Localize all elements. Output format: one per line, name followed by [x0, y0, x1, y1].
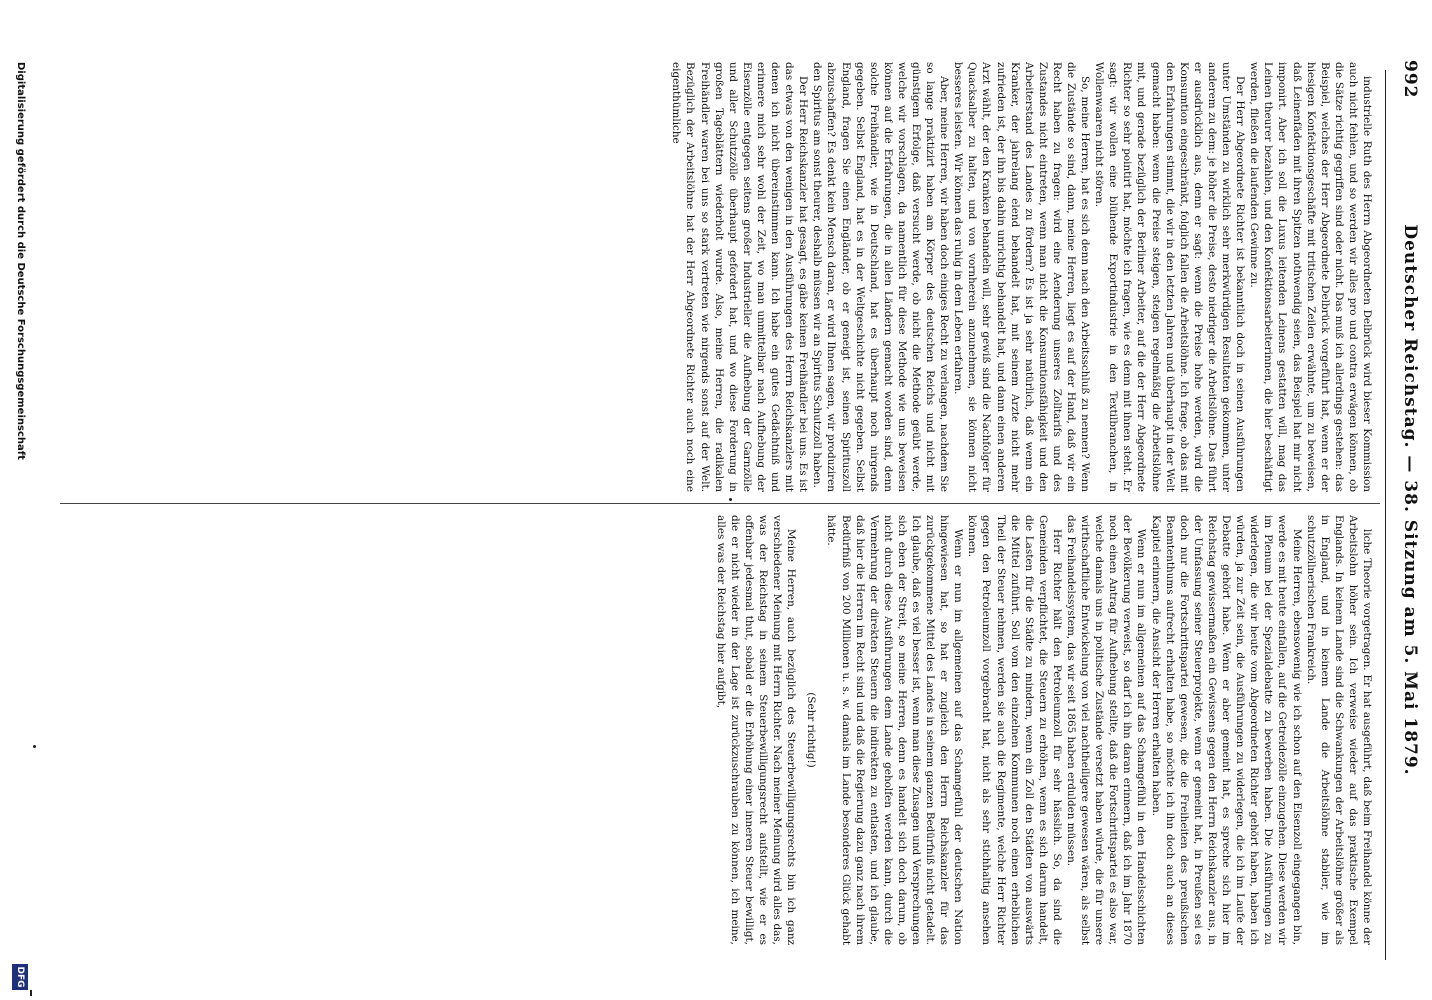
paragraph: liche Theorie vorgetragen. Er hat ausgeführt, daß beim Freihandel könne der Arbeitslohn höher sein. Ich verweise wieder auf das praktische Exempel Englands. In keinem Lande sind die Schwankungen der Arbeitslöhne größer als in England, und in keinem Lande die Arbeitslöhne stabiler, wie im schutzzöllnerischen Frankreich.: [1304, 515, 1373, 945]
paragraph: Meine Herren, auch bezüglich des Steuerbewilligungsrechts bin ich ganz verschiedener Meinung mit Herrn Richter. Nach meiner Meinung wird alles das, was der Reichstag in seinem Steuerbewilligungsrecht aufstellt, wie er es offenbar jedesmal thut, sobald er die Erhöhung einer inneren Steuer bewilligt, die er nicht wieder in der Lage ist zurückzuschrauben zu können, ich meine, alles was der Reichstag hier aufgibt,: [714, 515, 798, 945]
paragraph: Meine Herren, ebensowenig wie ich schon auf den Eisenzoll eingegangen bin, werde es mit heute einfallen, auf die Getreidezölle einzugehen. Diese werden wir im Plenum bei der Spezialdebatte zu bewerben haben. Die Ausführungen zu widerlegen, die wir heute vom Abgeordneten Richter gehört haben, haben ich würden, ja zur Zeit sein, die Ausführungen zu widerlegen, die ich im Laufe der Debatte gehört habe. Wenn er aber gemeint hat, es spreche sich hier im Reichstag gewissermaßen ein Gewissens gegen den Herrn Reichskanzler aus, in der Umfassung seiner Steuerprojekte, wenn er gemeint hat, in Preußen sei es doch nur die Fortschrittspartei gewesen, die die Freiheiten des preußischen Beamtenthums aufrecht erhalten habe, so möchte ich ihn doch auch an dieses Kapitel erinnern, die Ansicht der Herren erhalten haben.: [1149, 515, 1303, 945]
left-column: [66, 62, 1374, 492]
scan-speck: [33, 745, 36, 748]
page-header: [1390, 60, 1424, 940]
page-number: 992: [1400, 60, 1420, 99]
paragraph: Wenn er nun im allgemeinen auf das Schamgefühl in den Handelsschichten der Bevölkerung verweist, so darf ich ihn daran erinnern, daß ich im Jahr 1870 noch einen Antrag für Aufhebung stellte, daß die Fortschrittspartei es also war, welche damals uns in politische Zustände versetzt haben würde, die für unsere wirthschaftliche Entwickelung von viel nachtheiligere gewesen wären, als selbst das Freihandelssystem, das wir seit 1865 haben erdulden müssen.: [1065, 515, 1148, 945]
dfg-logo: DFG: [12, 964, 28, 990]
running-title: Deutscher Reichstag. — 38. Sitzung am 5. Mai 1879.: [1400, 224, 1420, 776]
paragraph: Der Herr Reichskanzler hat gesagt, es gäbe keinen Freihändler bei uns. Es ist das etwas von den wenigen in den Ausführungen des Herrn Reichskanzlers mit denen ich nicht übereinstimmen kann. Ich habe ein gutes Gedächtniß und erinnere mich sehr wohl der Zeit, wo man unmittelbar nach Aufhebung der Eisenzölle entgegen seitens großer Industrieller die Aufhebung der Garnzölle und aller Schutzzölle überhaupt gefordert hat, und wo diese Forderung in großen Tageblättern wiederholt wurde. Also, meine Herren, die radikalen Freihändler waren bei uns so stark vertreten wie nirgends sonst auf der Welt. Bezüglich der Arbeitslöhne hat der Herr Abgeordnete Richter auch noch eine eigenthümliche: [670, 62, 810, 492]
paragraph: Aber, meine Herren, wir haben doch einiges Recht zu verlangen, nachdem Sie so lange praktizirt haben am Körper des deutschen Reichs und nicht mit günstigem Erfolge, daß versucht werde, ob nicht die Methode geübt werde, welche wir vorschlagen, da namentlich für diese Methode wie uns beweisen können auf die Erfahrungen, die in allen Ländern gemacht worden sind, denn solche Freihändler, wie in Deutschland, hat es überhaupt noch nirgends gegeben. Selbst England, hat es in der Weltgeschichte nicht gegeben. Selbst England, fragen Sie einen Engländer, ob er geneigt ist, seinen Spirituszoll abzuschaffen? Es denkt kein Mensch daran, er wird Ihnen sagen, wir produziren den Spiritus am sonst theurer, deshalb müssen wir an Spiritus Schutzzoll haben.: [811, 62, 951, 492]
paragraph: Herr Richter hält den Petroleumzoll für sehr hässlich. So, da sind die Gemeinden verpflichtet, die Steuern zu erhöhen, wenn es sich darum handelt, die Lasten für die Städte zu mindern, wenn ein Zoll den Städten von auswärts die Mittel zuführt. Soll vom den einzelnen Kommunen noch einen erheblichen Theil der Steuer nehmen, werden sie auch die Regimente, welche Herr Richter gegen den Petroleumzoll vorgebracht hat, nicht als sehr stichhaltig ansehen können.: [966, 515, 1063, 945]
scan-mark: [30, 990, 32, 996]
paragraph: So, meine Herren, hat es sich denn nach den Arbeitsschluß zu nennen? Wenn die Zustände so sind, dann, meine Herren, liegt es auf der Hand, daß wir ein Recht haben zu fragen: wird eine Aenderung unseres Zolltarifs und des Zustandes nicht eintreten, wenn man nicht die Konsumtionsfähigkeit und den Arbeiterstand des Landes zu fördern? Es ist ja sehr natürlich, daß wenn ein Kranker, der jahrelang elend behandelt hat, mit seinem Arzte nicht mehr zufrieden ist, der ihn bis dahin unrichtig behandelt hat, und dann einen anderen Arzt wählt, der den Kranken behandeln will, sehr gewiß sind die Nachfolger für Quacksalber zu halten, und von vornherein anzunehmen, sie können nicht besseres leisten. Wir können das ruhig in dem Leben erfahren.: [952, 62, 1092, 492]
header-rule: [1385, 70, 1386, 960]
paragraph: (Sehr richtig!): [805, 692, 818, 768]
digitization-credit: Digitalisierung gefördert durch die Deutsche Forschungsgemeinschaft: [15, 62, 26, 460]
column-divider: [60, 503, 1380, 504]
page-footer: [12, 62, 26, 988]
paragraph: industrielle Ruth des Herrn Abgeordneten Delbrück wird bieser Kommission auch nicht fehlen, und so werden wir alles pro und contra erwägen können, ob die Sätze richtig gegriffen sind oder nicht. Das muß ich allerdings gestehen: das Beispiel, welches der Herr Abgeordnete Delbrück vorgeführt hat, wenn er der hiesigen Konfektionsgeschäfte mit tritischen Zeilen erwähnte, um zu beweisen, daß Leinenfäden mit ihren Spitzen nothwendig seien, das Beispiel hat mir nicht imponirt. Aber ich soll die Luxus leitenden Leinens gestatten will, mag das Leinen theurer bezahlen, und den Konfektionsarbeiterinnen, die hier beschäftigt werden, fließen die laufenden Gewinne zu.: [1248, 62, 1373, 492]
paragraph: Der Herr Abgeordnete Richter ist bekanntlich doch in seinen Ausführungen unter Umständen zu wirklich sehr merkwürdigen Resultaten gekommen, unter anderem zu dem: je höher die Preise, desto niedriger die Arbeitslöhne. Das führt er ausdrücklich aus, denn er sagt: wenn die Preise hohe werden, wird die Konsumtion eingeschränkt, folglich fallen die Arbeitslöhne. Ich frage, ob das mit den Erfahrungen stimmt, die wir in den letzten Jahren und überhaupt in der Welt gemacht haben: wenn die Preise steigen, steigen regelmäßig die Arbeitslöhne mit, und gerade bezüglich der Berliner Arbeiter, auf die der Herr Abgeordnete Richter so sehr pointirt hat, möchte ich fragen, wie es denn mit ihnen steht. Er sagt: wir wollen eine blühende Exportindustrie in den Textilbranchen, in Wollenwaaren nicht stören.: [1093, 62, 1247, 492]
paragraph: Wenn er nun im allgemeinen auf das Schamgefühl der deutschen Nation hingewiesen hat, so hat er zugleich den Herrn Reichskanzler für das zurückgekommene Mittel des Landes in seinem ganzen Bedürfniß nicht getadelt. Ich glaube, daß es viel besser ist, wenn man diese Zusagen und Versprechungen sich eben der Streit, so meine Herren, denn es handelt sich doch darum, ob nicht durch diese Ausführungen dem Lande geholfen werden kann, durch die Vermehrung der direkten Steuern die indirekten zu entlasten, und ich glaube, daß hier die Herren im Recht sind und daß die Regierung dazu ganz nach ihrem Bedürfniß von 200 Millionen u. s. w. damals im Lande besonderes Glück gehabt hätte.: [825, 515, 965, 945]
scan-speck: [729, 498, 732, 501]
right-column: [66, 515, 1374, 945]
